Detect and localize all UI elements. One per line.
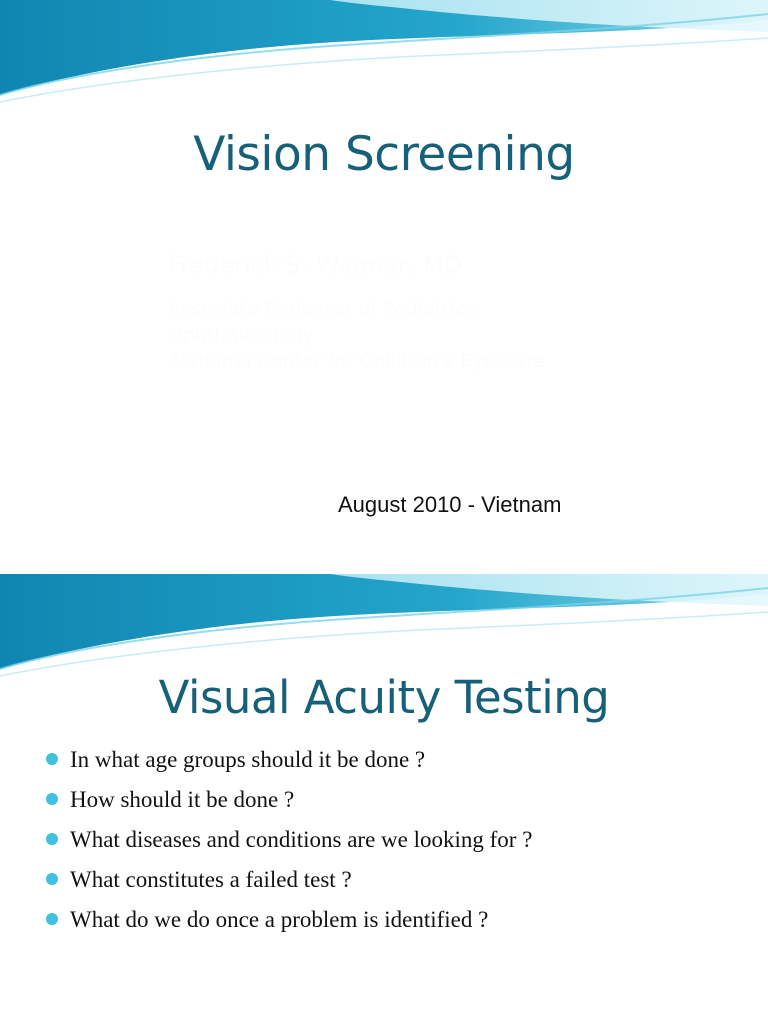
slide-title: Vision Screening bbox=[193, 127, 575, 182]
slide-title: Visual Acuity Testing bbox=[158, 671, 610, 724]
list-item-text: What diseases and conditions are we looking for ? bbox=[70, 827, 533, 852]
list-item bbox=[46, 784, 532, 824]
bullet-dot-icon bbox=[46, 833, 58, 845]
list-item-text: How should it be done ? bbox=[70, 787, 295, 812]
bullet-list bbox=[46, 744, 532, 944]
presenter-name: Frederick S. Wagner, MD bbox=[168, 251, 463, 279]
presenter-info bbox=[168, 248, 588, 374]
presenter-line: Ophthalmology bbox=[168, 324, 314, 346]
presenter-line: Associate Professor of Pediatrics bbox=[168, 298, 476, 320]
date-label: August 2010 - Vietnam bbox=[338, 492, 562, 517]
bullet-dot-icon bbox=[46, 873, 58, 885]
bullet-dot-icon bbox=[46, 793, 58, 805]
list-item bbox=[46, 904, 532, 944]
list-item bbox=[46, 824, 532, 864]
list-item-text: What do we do once a problem is identified ? bbox=[70, 907, 489, 932]
header-wave-decoration bbox=[0, 0, 768, 110]
list-item bbox=[46, 864, 532, 904]
list-item-text: In what age groups should it be done ? bbox=[70, 747, 426, 772]
list-item-text: What constitutes a failed test ? bbox=[70, 867, 352, 892]
presenter-line: Alabama Center for Children's Eye Care bbox=[168, 350, 546, 372]
list-item bbox=[46, 744, 532, 784]
header-wave-decoration bbox=[0, 574, 768, 684]
bullet-dot-icon bbox=[46, 913, 58, 925]
slide-visual-acuity-testing bbox=[0, 574, 768, 1024]
bullet-dot-icon bbox=[46, 753, 58, 765]
